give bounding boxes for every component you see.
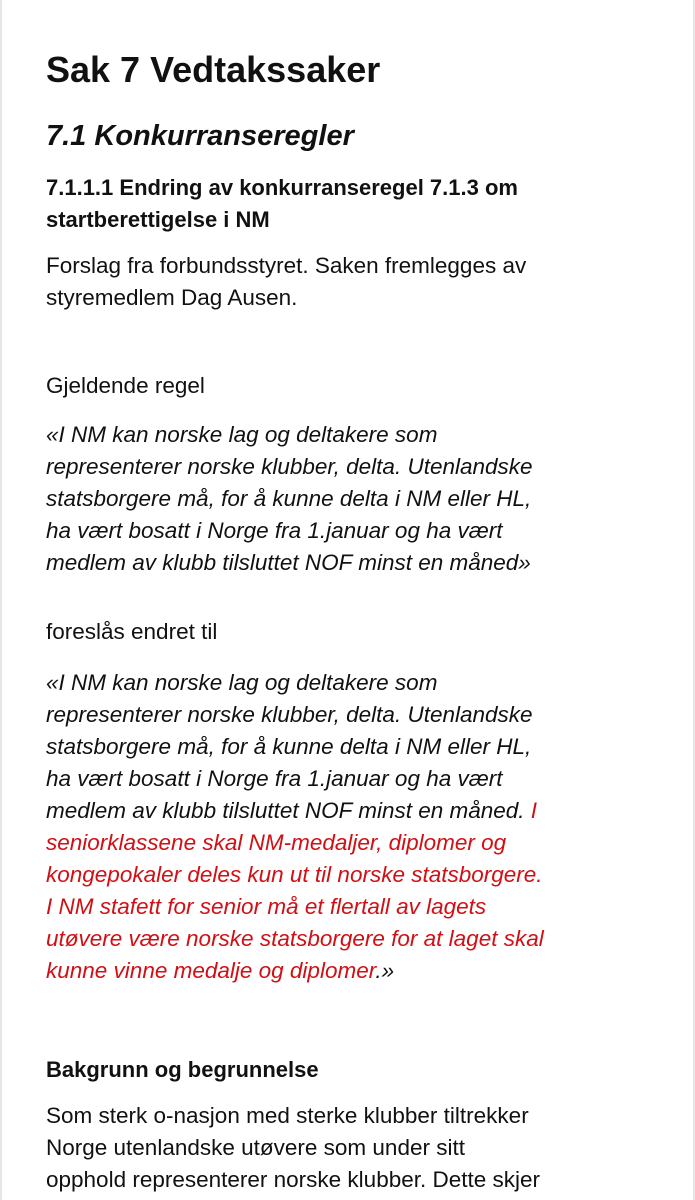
quote-line bbox=[46, 795, 671, 827]
quote-line: ha vært bosatt i Norge fra 1.januar og ha vært bbox=[46, 766, 503, 791]
proposed-rule-quote bbox=[46, 667, 671, 987]
current-rule-quote bbox=[46, 419, 671, 579]
quote-line: ha vært bosatt i Norge fra 1.januar og ha vært bbox=[46, 518, 503, 543]
intro-line: styremedlem Dag Ausen. bbox=[46, 285, 298, 310]
quote-line: statsborgere må, for å kunne delta i NM eller HL, bbox=[46, 486, 532, 511]
quote-line: «I NM kan norske lag og deltakere som bbox=[46, 422, 438, 447]
subsection-heading-line: startberettigelse i NM bbox=[46, 207, 270, 232]
page-title: Sak 7 Vedtakssaker bbox=[46, 49, 381, 90]
quote-line: representerer norske klubber, delta. Utenlandske bbox=[46, 702, 533, 727]
intro-line: Forslag fra forbundsstyret. Saken fremlegges av bbox=[46, 253, 527, 278]
added-text: kunne vinne medalje og diplomer bbox=[46, 958, 376, 983]
background-line: Som sterk o-nasjon med sterke klubber tiltrekker bbox=[46, 1103, 529, 1128]
page-edge-left bbox=[0, 0, 2, 1200]
added-text-line: kongepokaler deles kun ut til norske statsborgere. bbox=[46, 862, 543, 887]
proposed-label: foreslås endret til bbox=[46, 619, 218, 644]
quote-line: medlem av klubb tilsluttet NOF minst en måned» bbox=[46, 550, 531, 575]
quote-line: statsborgere må, for å kunne delta i NM eller HL, bbox=[46, 734, 532, 759]
quote-text: medlem av klubb tilsluttet NOF minst en måned. bbox=[46, 798, 531, 823]
intro-paragraph bbox=[46, 250, 671, 314]
added-text-line: utøvere være norske statsborgere for at laget skal bbox=[46, 926, 544, 951]
quote-text: .» bbox=[375, 958, 395, 983]
quote-line bbox=[46, 955, 671, 987]
subsection-heading bbox=[46, 172, 666, 236]
background-line: Norge utenlandske utøvere som under sitt bbox=[46, 1135, 465, 1160]
background-heading: Bakgrunn og begrunnelse bbox=[46, 1057, 319, 1082]
added-text-line: seniorklassene skal NM-medaljer, diplomer og bbox=[46, 830, 507, 855]
quote-line: representerer norske klubber, delta. Utenlandske bbox=[46, 454, 533, 479]
section-heading: 7.1 Konkurranseregler bbox=[46, 120, 354, 152]
background-line: opphold representerer norske klubber. Dette skjer bbox=[46, 1167, 541, 1192]
quote-line: «I NM kan norske lag og deltakere som bbox=[46, 670, 438, 695]
added-text: I bbox=[530, 798, 538, 823]
added-text-line: I NM stafett for senior må et flertall av lagets bbox=[46, 894, 487, 919]
background-paragraph bbox=[46, 1100, 671, 1196]
current-rule-label: Gjeldende regel bbox=[46, 373, 205, 398]
subsection-heading-line: 7.1.1.1 Endring av konkurranseregel 7.1.3 om bbox=[46, 175, 518, 200]
